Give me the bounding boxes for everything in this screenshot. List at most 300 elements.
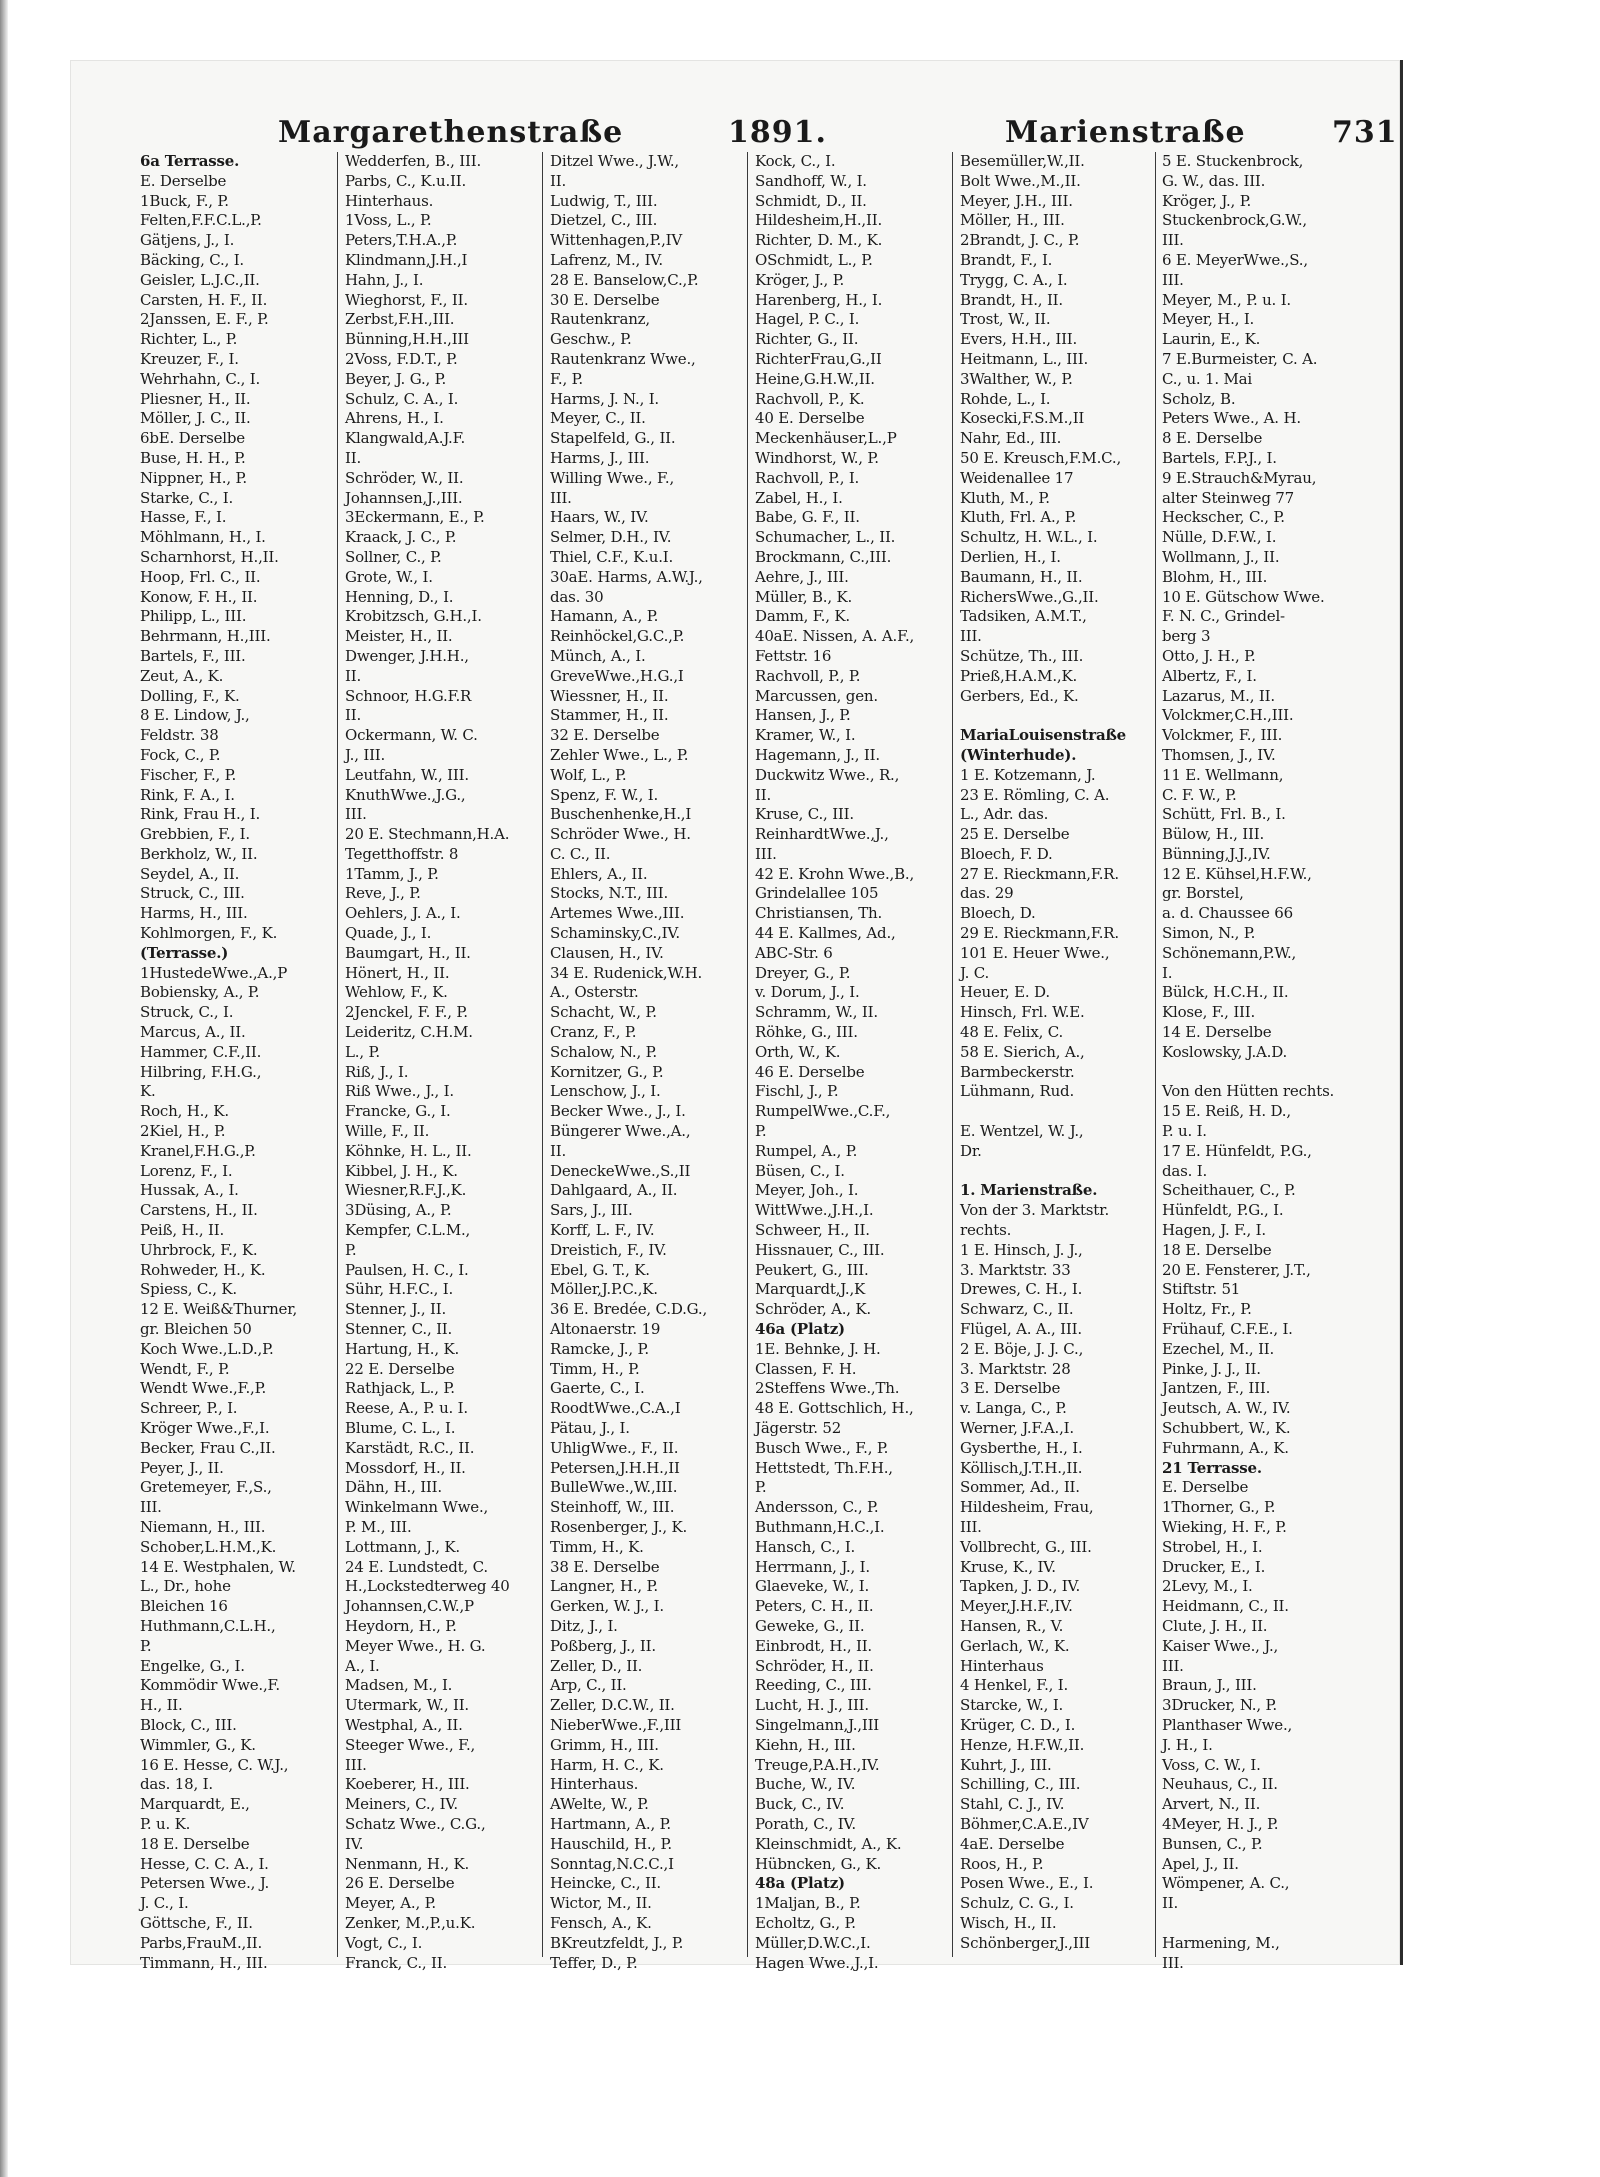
directory-entry: Volckmer,C.H.,III.: [1162, 706, 1294, 725]
directory-entry: Bünning,J.J.,IV.: [1162, 844, 1271, 863]
directory-entry: G. W., das. III.: [1162, 171, 1266, 190]
directory-entry: Mossdorf, H., II.: [345, 1458, 466, 1477]
directory-entry: ABC-Str. 6: [755, 943, 833, 962]
directory-entry: Damm, F., K.: [755, 607, 850, 626]
directory-entry: Bülow, H., III.: [1162, 825, 1265, 844]
directory-entry: Leutfahn, W., III.: [345, 765, 469, 784]
directory-entry: v. Langa, C., P.: [960, 1399, 1067, 1418]
directory-entry: Wittenhagen,P.,IV: [550, 231, 683, 250]
directory-entry: 1Buck, F., P.: [140, 191, 229, 210]
directory-entry: Zeller, D., II.: [550, 1656, 643, 1675]
column-6: [1162, 152, 1392, 1972]
directory-entry: Bäcking, C., I.: [140, 250, 244, 269]
directory-entry: Wendt, F., P.: [140, 1359, 230, 1378]
directory-entry: P. u. K.: [140, 1814, 191, 1833]
directory-entry: Rink, F. A., I.: [140, 785, 235, 804]
directory-entry: gr. Borstel,: [1162, 884, 1244, 903]
directory-entry: III.: [1162, 231, 1184, 250]
directory-entry: Marcussen, gen.: [755, 686, 878, 705]
directory-entry: Rachvoll, P., K.: [755, 389, 865, 408]
directory-entry: Spenz, F. W., I.: [550, 785, 659, 804]
directory-entry: Blume, C. L., I.: [345, 1419, 456, 1437]
directory-entry: Behrmann, H.,III.: [140, 627, 271, 646]
directory-entry: Marquardt, E.,: [140, 1795, 250, 1814]
column-1: [140, 152, 336, 1972]
directory-entry: 1E. Behnke, J. H.: [755, 1339, 881, 1358]
directory-entry: Schalow, N., P.: [550, 1042, 657, 1061]
directory-entry: III.: [1162, 270, 1184, 289]
directory-entry: E. Derselbe: [140, 171, 227, 190]
directory-entry: Rumpel, A., P.: [755, 1141, 858, 1160]
directory-entry: Blohm, H., III.: [1162, 567, 1268, 586]
directory-entry: Wehlow, F., K.: [345, 983, 448, 1002]
directory-entry: Schönemann,P.W.,: [1162, 943, 1297, 962]
directory-entry: C. F. W., P.: [1162, 785, 1237, 804]
directory-entry: Buthmann,H.C.,I.: [755, 1517, 885, 1536]
directory-entry: Engelke, G., I.: [140, 1656, 245, 1675]
directory-entry: Barmbeckerstr.: [960, 1062, 1075, 1081]
directory-entry: Sonntag,N.C.C.,I: [550, 1854, 674, 1873]
directory-entry: Holtz, Fr., P.: [1162, 1300, 1252, 1319]
directory-entry: 21 Terrasse.: [1162, 1458, 1262, 1477]
directory-entry: (Winterhude).: [960, 745, 1077, 764]
directory-entry: Leideritz, C.H.M.: [345, 1023, 473, 1042]
directory-entry: Brandt, H., II.: [960, 290, 1063, 309]
directory-entry: Kreuzer, F., I.: [140, 349, 239, 368]
directory-entry: Heitmann, L., III.: [960, 349, 1089, 368]
directory-entry: Tadsiken, A.M.T.,: [960, 607, 1087, 626]
directory-entry: Hauschild, H., P.: [550, 1834, 672, 1853]
directory-entry: 6a Terrasse.: [140, 152, 240, 170]
directory-entry: Nülle, D.F.W., I.: [1162, 528, 1277, 547]
directory-entry: Peters,T.H.A.,P.: [345, 231, 458, 250]
directory-entry: Köhnke, H. L., II.: [345, 1141, 472, 1160]
directory-entry: Orth, W., K.: [755, 1042, 841, 1061]
scan-edge: [0, 0, 8, 2177]
directory-entry: RoodtWwe.,C.A.,I: [550, 1399, 681, 1418]
directory-entry: 11 E. Wellmann,: [1162, 765, 1284, 784]
directory-entry: 8 E. Derselbe: [1162, 429, 1263, 448]
directory-entry: Zeller, D.C.W., II.: [550, 1696, 675, 1715]
directory-entry: Marcus, A., II.: [140, 1023, 246, 1042]
directory-entry: Wiesner,R.F.J.,K.: [345, 1181, 467, 1200]
directory-entry: 23 E. Römling, C. A.: [960, 785, 1110, 804]
directory-entry: BulleWwe.,W.,III.: [550, 1478, 678, 1497]
directory-entry: das. I.: [1162, 1161, 1208, 1180]
directory-entry: Albertz, F., I.: [1162, 666, 1257, 685]
directory-entry: Klindmann,J.H.,I: [345, 250, 468, 269]
directory-entry: Schacht, W., P.: [550, 1003, 657, 1022]
directory-entry: II.: [1162, 1894, 1179, 1913]
directory-entry: Böhmer,C.A.E.,IV: [960, 1814, 1089, 1833]
directory-entry: Ebel, G. T., K.: [550, 1260, 650, 1279]
directory-entry: Heuer, E. D.: [960, 983, 1050, 1002]
directory-entry: Kock, C., I.: [755, 152, 836, 170]
directory-entry: 48a (Platz): [755, 1874, 845, 1893]
directory-entry: Heckscher, C., P.: [1162, 508, 1285, 527]
directory-entry: Stapelfeld, G., II.: [550, 429, 676, 448]
directory-entry: Hagemann, J., II.: [755, 745, 880, 764]
directory-entry: Winkelmann Wwe.,: [345, 1498, 489, 1517]
directory-entry: Grebbien, F., I.: [140, 825, 250, 844]
directory-entry: Schultz, H. W.L., I.: [960, 528, 1098, 547]
directory-entry: Schröder, A., K.: [755, 1300, 871, 1319]
directory-entry: Bolt Wwe.,M.,II.: [960, 171, 1081, 190]
directory-entry: Kiehn, H., III.: [755, 1735, 856, 1754]
directory-entry: Grimm, H., III.: [550, 1735, 659, 1754]
directory-entry: Roos, H., P.: [960, 1854, 1044, 1873]
directory-entry: Starcke, W., I.: [960, 1696, 1064, 1715]
directory-entry: Kaiser Wwe., J.,: [1162, 1636, 1279, 1655]
header-left-street: Margarethenstraße: [278, 115, 624, 150]
directory-entry: Möhlmann, H., I.: [140, 528, 266, 547]
directory-entry: III.: [345, 805, 367, 824]
directory-entry: L., Adr. das.: [960, 805, 1049, 824]
directory-entry: KnuthWwe.,J.G.,: [345, 785, 466, 804]
directory-entry: Trygg, C. A., I.: [960, 270, 1068, 289]
directory-entry: das. 18, I.: [140, 1775, 213, 1794]
directory-entry: Harms, H., III.: [140, 904, 248, 923]
directory-entry: Möller, H., III.: [960, 211, 1065, 230]
directory-entry: Frühauf, C.F.E., I.: [1162, 1320, 1293, 1339]
directory-page: [70, 60, 1403, 1972]
directory-entry: Otto, J. H., P.: [1162, 646, 1256, 665]
directory-entry: OSchmidt, L., P.: [755, 250, 873, 269]
directory-entry: [1162, 1063, 1392, 1083]
directory-entry: Kleinschmidt, A., K.: [755, 1834, 902, 1853]
directory-entry: Gretemeyer, F.,S.,: [140, 1478, 272, 1497]
directory-entry: Timmann, H., III.: [140, 1953, 268, 1972]
directory-entry: Struck, C., III.: [140, 884, 245, 903]
directory-entry: Hissnauer, C., III.: [755, 1240, 885, 1259]
directory-entry: Wimmler, G., K.: [140, 1735, 256, 1754]
directory-entry: Pätau, J., I.: [550, 1419, 630, 1437]
directory-entry: Scharnhorst, H.,II.: [140, 547, 279, 566]
directory-entry: Lühmann, Rud.: [960, 1082, 1075, 1101]
directory-entry: 6 E. MeyerWwe.,S.,: [1162, 250, 1308, 269]
directory-entry: Tegetthoffstr. 8: [345, 844, 459, 863]
directory-entry: Westphal, A., II.: [345, 1715, 463, 1734]
directory-entry: Besemüller,W.,II.: [960, 152, 1085, 170]
column-divider: [1155, 152, 1156, 1957]
directory-entry: Parbs, C., K.u.II.: [345, 171, 467, 190]
directory-entry: Dr.: [960, 1141, 982, 1160]
directory-entry: 15 E. Reiß, H. D.,: [1162, 1102, 1291, 1121]
directory-entry: Quade, J., I.: [345, 924, 432, 943]
directory-entry: Wehrhahn, C., I.: [140, 369, 261, 388]
directory-entry: Fock, C., P.: [140, 745, 221, 764]
directory-entry: 6bE. Derselbe: [140, 429, 245, 448]
directory-entry: Scholz, B.: [1162, 389, 1236, 408]
directory-entry: Kuhrt, J., III.: [960, 1755, 1052, 1774]
directory-entry: 3Düsing, A., P.: [345, 1201, 452, 1220]
directory-entry: Zehler Wwe., L., P.: [550, 745, 689, 764]
column-divider: [952, 152, 953, 1957]
directory-entry: Reese, A., P. u. I.: [345, 1399, 468, 1418]
header-right-street: Marienstraße: [1005, 115, 1246, 150]
directory-entry: Sühr, H.F.C., I.: [345, 1280, 454, 1299]
directory-entry: [960, 706, 1156, 726]
directory-entry: Nippner, H., P.: [140, 468, 247, 487]
directory-entry: J. H., I.: [1162, 1735, 1213, 1754]
directory-entry: Ditz, J., I.: [550, 1616, 618, 1635]
directory-entry: Harms, J., III.: [550, 448, 650, 467]
directory-entry: E. Derselbe: [1162, 1478, 1249, 1497]
directory-entry: Clausen, H., IV.: [550, 943, 664, 962]
directory-entry: Peyer, J., II.: [140, 1458, 224, 1477]
directory-entry: Evers, H.H., III.: [960, 330, 1078, 349]
directory-entry: J. C., I.: [140, 1894, 189, 1913]
directory-entry: Meyer, H., I.: [1162, 310, 1255, 329]
directory-entry: III.: [960, 627, 982, 646]
header-year: 1891.: [728, 115, 827, 150]
directory-entry: Voss, C. W., I.: [1162, 1755, 1261, 1774]
directory-entry: Schröder, H., II.: [755, 1656, 874, 1675]
directory-entry: Schröder Wwe., H.: [550, 825, 691, 844]
directory-entry: Meyer Wwe., H. G.: [345, 1636, 486, 1655]
directory-entry: Kosecki,F.S.M.,II: [960, 409, 1085, 428]
column-2: [345, 152, 541, 1972]
directory-entry: Sommer, Ad., II.: [960, 1478, 1080, 1497]
directory-entry: Hagen Wwe.,J.,I.: [755, 1953, 879, 1972]
directory-entry: ReinhardtWwe.,J.,: [755, 825, 889, 844]
directory-entry: Rohde, L., I.: [960, 389, 1051, 408]
directory-entry: Singelmann,J.,III: [755, 1715, 880, 1734]
directory-entry: Herrmann, J., I.: [755, 1557, 870, 1576]
directory-entry: Wedderfen, B., III.: [345, 152, 482, 170]
directory-entry: 14 E. Derselbe: [1162, 1023, 1272, 1042]
directory-entry: Timm, H., K.: [550, 1537, 644, 1556]
directory-entry: P.: [140, 1636, 152, 1655]
directory-entry: Schilling, C., III.: [960, 1775, 1081, 1794]
directory-entry: Kohlmorgen, F., K.: [140, 924, 278, 943]
column-4: [755, 152, 951, 1972]
directory-entry: C., u. 1. Mai: [1162, 369, 1253, 388]
directory-entry: Schaminsky,C.,IV.: [550, 924, 680, 943]
directory-entry: Kibbel, J. H., K.: [345, 1161, 458, 1180]
directory-entry: Petersen Wwe., J.: [140, 1874, 270, 1893]
directory-entry: Richter, G., II.: [755, 330, 859, 349]
directory-entry: [960, 1102, 1156, 1122]
directory-entry: WittWwe.,J.H.,I.: [755, 1201, 874, 1220]
directory-entry: Trost, W., II.: [960, 310, 1051, 329]
directory-entry: Schnoor, H.G.F.R: [345, 686, 472, 705]
directory-entry: MariaLouisenstraße: [960, 726, 1127, 745]
directory-entry: Henning, D., I.: [345, 587, 454, 606]
directory-entry: 42 E. Krohn Wwe.,B.,: [755, 864, 915, 883]
directory-entry: 3Walther, W., P.: [960, 369, 1073, 388]
directory-entry: 1 E. Kotzemann, J.: [960, 765, 1096, 784]
directory-entry: Marquardt,J.,K: [755, 1280, 866, 1299]
directory-entry: 26 E. Derselbe: [345, 1874, 455, 1893]
directory-entry: L., Dr., hohe: [140, 1577, 231, 1596]
directory-entry: Jantzen, F., III.: [1162, 1379, 1271, 1398]
directory-entry: 2Voss, F.D.T., P.: [345, 349, 458, 368]
directory-entry: 40 E. Derselbe: [755, 409, 865, 428]
directory-entry: a. d. Chaussee 66: [1162, 904, 1293, 923]
directory-entry: Koslowsky, J.A.D.: [1162, 1042, 1288, 1061]
directory-entry: Thomsen, J., IV.: [1162, 745, 1276, 764]
directory-entry: Peukert, G., III.: [755, 1260, 869, 1279]
directory-entry: Köllisch,J.T.H.,II.: [960, 1458, 1083, 1477]
directory-entry: Ockermann, W. C.: [345, 726, 478, 745]
directory-entry: 2Levy, M., I.: [1162, 1577, 1253, 1596]
directory-entry: Christiansen, Th.: [755, 904, 883, 923]
directory-entry: Steinhoff, W., III.: [550, 1498, 675, 1517]
directory-entry: Glaeveke, W., I.: [755, 1577, 870, 1596]
directory-entry: Grindelallee 105: [755, 884, 879, 903]
directory-entry: Ludwig, T., III.: [550, 191, 658, 210]
directory-entry: v. Dorum, J., I.: [755, 983, 860, 1002]
directory-entry: Parbs,FrauM.,II.: [140, 1933, 263, 1952]
directory-entry: berg 3: [1162, 627, 1211, 646]
directory-entry: Volckmer, F., III.: [1162, 726, 1283, 745]
directory-entry: Buse, H. H., P.: [140, 448, 246, 467]
directory-entry: Bunsen, C., P.: [1162, 1834, 1263, 1853]
directory-entry: 101 E. Heuer Wwe.,: [960, 943, 1110, 962]
directory-entry: 1Maljan, B., P.: [755, 1894, 861, 1913]
directory-entry: 14 E. Westphalen, W.: [140, 1557, 296, 1576]
directory-entry: Ramcke, J., P.: [550, 1339, 649, 1358]
directory-entry: Schönberger,J.,III: [960, 1933, 1091, 1952]
directory-entry: Fischer, F., P.: [140, 765, 237, 784]
directory-entry: Clute, J. H., II.: [1162, 1616, 1268, 1635]
directory-entry: Hagen, J. F., I.: [1162, 1221, 1266, 1240]
directory-entry: Rink, Frau H., I.: [140, 805, 261, 824]
directory-entry: Peiß, H., II.: [140, 1221, 225, 1240]
directory-entry: Bloech, D.: [960, 904, 1036, 923]
directory-entry: Rautenkranz,: [550, 310, 650, 329]
directory-entry: Wömpener, A. C.,: [1162, 1874, 1290, 1893]
directory-entry: Becker Wwe., J., I.: [550, 1102, 686, 1121]
directory-entry: Roch, H., K.: [140, 1102, 229, 1121]
directory-entry: Kornitzer, G., P.: [550, 1062, 664, 1081]
directory-entry: Riß Wwe., J., I.: [345, 1082, 454, 1101]
directory-entry: Meyer, M., P. u. I.: [1162, 290, 1291, 309]
directory-entry: 1 E. Hinsch, J. J.,: [960, 1240, 1083, 1259]
column-divider: [542, 152, 543, 1957]
directory-entry: 2Jenckel, F. F., P.: [345, 1003, 468, 1022]
directory-entry: Duckwitz Wwe., R.,: [755, 765, 900, 784]
directory-entry: 20 E. Fensterer, J.T.,: [1162, 1260, 1311, 1279]
directory-entry: Jägerstr. 52: [755, 1419, 842, 1437]
directory-entry: Steeger Wwe., F.,: [345, 1735, 476, 1754]
directory-entry: L., P.: [345, 1042, 380, 1061]
directory-entry: Simon, N., P.: [1162, 924, 1256, 943]
directory-entry: Kröger, J., P.: [755, 270, 845, 289]
directory-entry: Artemes Wwe.,III.: [550, 904, 685, 923]
directory-entry: Classen, F. H.: [755, 1359, 857, 1378]
directory-entry: Koeberer, H., III.: [345, 1775, 470, 1794]
directory-entry: RichterFrau,G.,II: [755, 349, 882, 368]
directory-entry: Ehlers, A., II.: [550, 864, 648, 883]
directory-entry: II.: [550, 1141, 567, 1160]
directory-entry: Kranel,F.H.G.,P.: [140, 1141, 256, 1160]
directory-entry: 2Brandt, J. C., P.: [960, 231, 1080, 250]
directory-entry: 3. Marktstr. 28: [960, 1359, 1071, 1378]
directory-entry: Laurin, E., K.: [1162, 330, 1261, 349]
directory-entry: Johannsen,J.,III.: [345, 488, 463, 507]
directory-entry: Zeut, A., K.: [140, 666, 224, 685]
directory-entry: Geschw., P.: [550, 330, 632, 349]
directory-entry: Kommödir Wwe.,F.: [140, 1676, 280, 1695]
directory-entry: Klangwald,A.J.F.: [345, 429, 466, 448]
directory-entry: 30 E. Derselbe: [550, 290, 660, 309]
directory-entry: Wictor, M., II.: [550, 1894, 652, 1913]
directory-entry: H.,Lockstedterweg 40: [345, 1577, 510, 1596]
directory-entry: Kröger Wwe.,F.,I.: [140, 1419, 270, 1437]
directory-entry: Dähn, H., III.: [345, 1478, 442, 1497]
directory-entry: Stammer, H., II.: [550, 706, 669, 725]
directory-entry: Möller,J.P.C.,K.: [550, 1280, 658, 1299]
directory-entry: Neuhaus, C., II.: [1162, 1775, 1278, 1794]
directory-entry: Arp, C., II.: [550, 1676, 627, 1695]
directory-entry: Tapken, J. D., IV.: [960, 1577, 1081, 1596]
directory-entry: Babe, G. F., II.: [755, 508, 860, 527]
directory-entry: 48 E. Felix, C.: [960, 1023, 1064, 1042]
directory-entry: 2 E. Böje, J. J. C.,: [960, 1339, 1084, 1358]
directory-entry: Lorenz, F., I.: [140, 1161, 233, 1180]
directory-entry: 40aE. Nissen, A. A.F.,: [755, 627, 915, 646]
directory-entry: Kruse, C., III.: [755, 805, 854, 824]
directory-entry: 3 E. Derselbe: [960, 1379, 1061, 1398]
directory-entry: Schwarz, C., II.: [960, 1300, 1074, 1319]
directory-entry: Teffer, D., P.: [550, 1953, 638, 1972]
directory-entry: 48 E. Gottschlich, H.,: [755, 1399, 914, 1418]
directory-entry: Apel, J., II.: [1162, 1854, 1239, 1873]
directory-entry: Schütt, Frl. B., I.: [1162, 805, 1286, 824]
directory-entry: Bleichen 16: [140, 1597, 228, 1616]
directory-entry: Bünning,H.H.,III: [345, 330, 469, 349]
directory-entry: Gerlach, W., K.: [960, 1636, 1070, 1655]
directory-entry: Wieking, H. F., P.: [1162, 1517, 1287, 1536]
directory-entry: Stuckenbrock,G.W.,: [1162, 211, 1308, 230]
directory-entry: Lazarus, M., II.: [1162, 686, 1275, 705]
column-divider: [747, 152, 748, 1957]
directory-entry: K.: [140, 1082, 156, 1101]
directory-entry: Lafrenz, M., IV.: [550, 250, 663, 269]
directory-entry: 7 E.Burmeister, C. A.: [1162, 349, 1318, 368]
directory-entry: Sollner, C., P.: [345, 547, 442, 566]
directory-entry: BKreutzfeldt, J., P.: [550, 1933, 684, 1952]
directory-entry: Bloech, F. D.: [960, 844, 1053, 863]
directory-entry: Hansen, R., V.: [960, 1616, 1064, 1635]
directory-entry: III.: [755, 844, 777, 863]
directory-entry: F., P.: [550, 369, 583, 388]
directory-entry: Wisch, H., II.: [960, 1913, 1057, 1932]
directory-entry: Peters, C. H., II.: [755, 1597, 874, 1616]
directory-entry: Selmer, D.H., IV.: [550, 528, 672, 547]
directory-entry: Lenschow, J., I.: [550, 1082, 661, 1101]
directory-entry: Dreyer, G., P.: [755, 963, 851, 982]
directory-entry: Bobiensky, A., P.: [140, 983, 260, 1002]
directory-entry: 1. Marienstraße.: [960, 1181, 1098, 1200]
directory-entry: 4Meyer, H. J., P.: [1162, 1814, 1279, 1833]
directory-entry: Kluth, Frl. A., P.: [960, 508, 1077, 527]
directory-entry: Harmening, M.,: [1162, 1933, 1280, 1952]
directory-entry: Riß, J., I.: [345, 1062, 409, 1081]
directory-entry: Derlien, H., I.: [960, 547, 1061, 566]
directory-entry: Henze, H.F.W.,II.: [960, 1735, 1085, 1754]
directory-entry: Felten,F.F.C.L.,P.: [140, 211, 262, 230]
directory-entry: Hildesheim,H.,II.: [755, 211, 883, 230]
directory-entry: 36 E. Bredée, C.D.G.,: [550, 1300, 708, 1319]
directory-entry: II.: [345, 666, 362, 685]
directory-entry: Pinke, J. J., II.: [1162, 1359, 1261, 1378]
directory-entry: Hinsch, Frl. W.E.: [960, 1003, 1085, 1022]
directory-entry: Stocks, N.T., III.: [550, 884, 669, 903]
directory-entry: Paulsen, H. C., I.: [345, 1260, 469, 1279]
